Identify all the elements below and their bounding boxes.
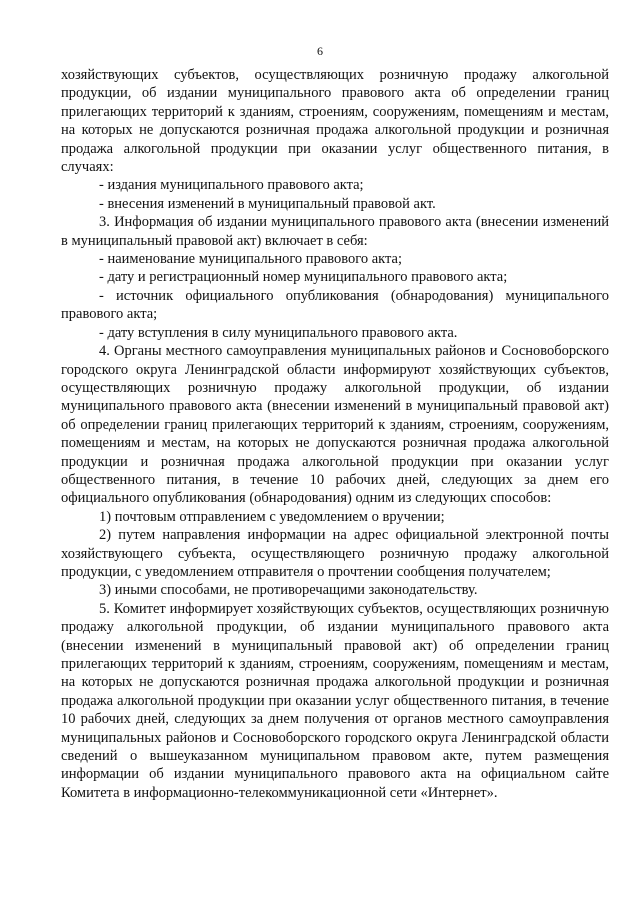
list-item-act-date-number: - дату и регистрационный номер муниципального правового акта; bbox=[99, 269, 508, 286]
list-item-method-email: 2) путем направления информации на адрес официальной электронной почты хозяйствующего субъекта, осуществляющего розничную продажу алкогольной продукции, с уведомлением отправителя о прочтении сообщения получателем; bbox=[61, 527, 609, 580]
list-item-method-other: 3) иными способами, не противоречащими законодательству. bbox=[99, 582, 478, 599]
paragraph-clause-5: 5. Комитет информирует хозяйствующих субъектов, осуществляющих розничную продажу алкогольной продукции, об издании муниципального правового акта (внесении изменений в муниципальный правовой акт) об определении границ прилегающих территорий к зданиям, строениям, сооружениям, помещениям и местам, на которых не допускаются розничная продажа алкогольной продукции и розничная продажа алкогольной продукции при оказании услуг общественного питания, в течение 10 рабочих дней, следующих за днем получения от органов местного самоуправления муниципальных районов и Сосновоборского городского округа Ленинградской области сведений о вышеуказанном муниципальном правовом акте, путем размещения информации об издании муниципального правового акта на официальном сайте Комитета в информационно-телекоммуникационной сети «Интернет». bbox=[61, 600, 609, 801]
document-body bbox=[61, 66, 609, 802]
list-item-act-name: - наименование муниципального правового акта; bbox=[99, 251, 402, 268]
paragraph-clause-4: 4. Органы местного самоуправления муниципальных районов и Сосновоборского городского округа Ленинградской области информируют хозяйствующих субъектов, осуществляющих розничную продажу алкогольной продукции, об издании муниципального правового акта (внесении изменений в муниципальный правовой акт) об определении границ прилегающих территорий к зданиям, строениям, сооружениям, помещениям и местам, на которых не допускаются розничная продажа алкогольной продукции и розничная продажа алкогольной продукции при оказании услуг общественного питания, в течение 10 рабочих дней, следующих за днем его официального опубликования (обнародования) одним из следующих способов: bbox=[61, 343, 609, 507]
list-item-amendment: - внесения изменений в муниципальный правовой акт. bbox=[99, 195, 436, 212]
list-item-effective-date: - дату вступления в силу муниципального правового акта. bbox=[99, 324, 458, 341]
list-item-publication-source: - источник официального опубликования (обнародования) муниципального правового акта; bbox=[61, 287, 609, 323]
page-number: 6 bbox=[317, 44, 323, 58]
paragraph-continuation: хозяйствующих субъектов, осуществляющих розничную продажу алкогольной продукции, об издании муниципального правового акта об определении границ прилегающих территорий к зданиям, строениям, сооружениям, помещениям и местам, на которых не допускаются розничная продажа алкогольной продукции и розничная продажа алкогольной продукции при оказании услуг общественного питания, в случаях: bbox=[61, 67, 609, 176]
list-item-method-postal: 1) почтовым отправлением с уведомлением о вручении; bbox=[99, 508, 445, 525]
list-item-issuance: - издания муниципального правового акта; bbox=[99, 177, 364, 194]
paragraph-clause-3: 3. Информация об издании муниципального правового акта (внесении изменений в муниципальный правовой акт) включает в себя: bbox=[61, 214, 609, 249]
